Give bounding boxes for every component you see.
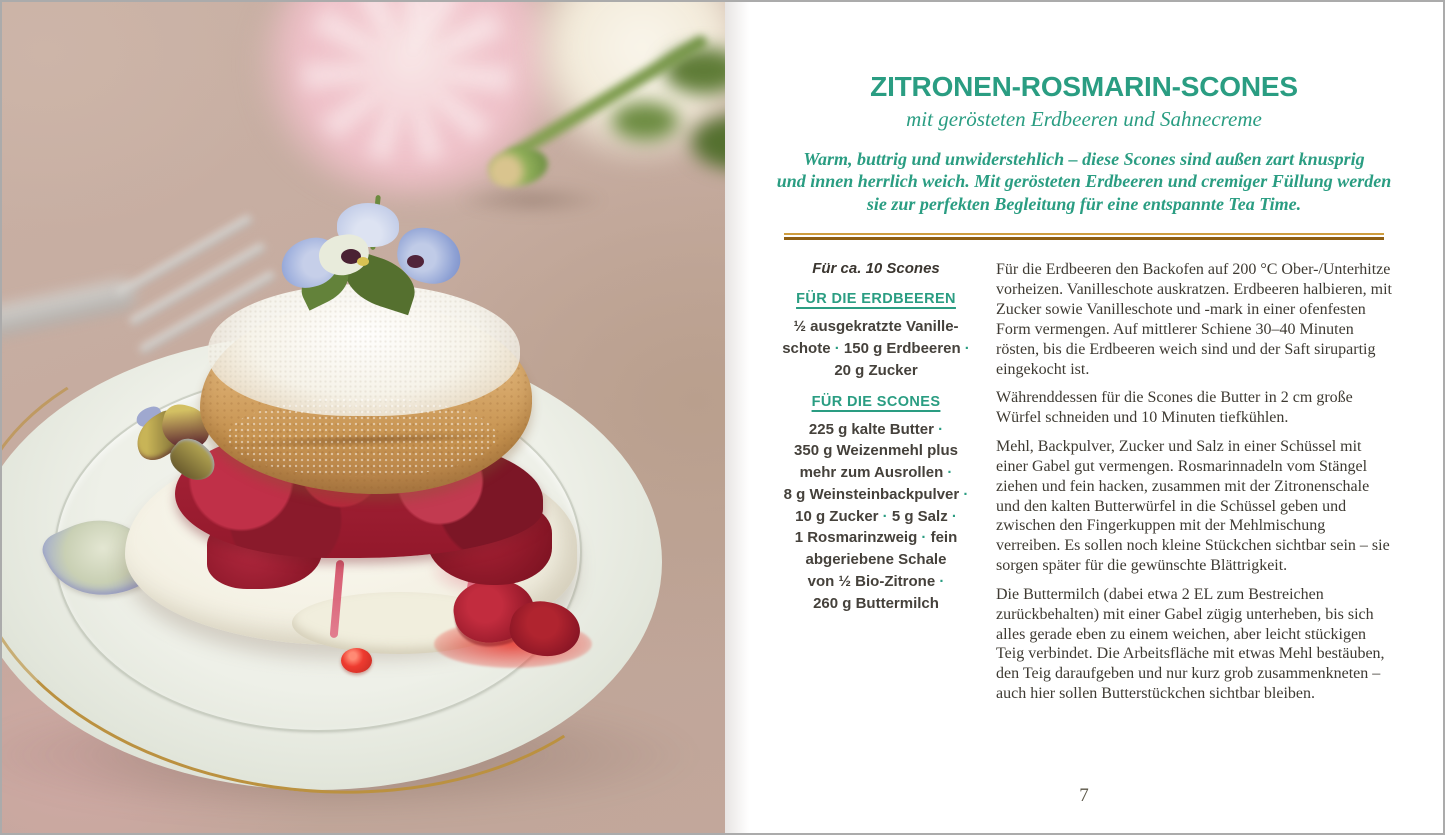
divider-line-dark: [784, 237, 1384, 240]
recipe-intro: Warm, buttrig und unwiderstehlich – diese Scones sind außen zart knusprig und innen herrlich weich. Mit gerösteten Erdbeeren und cremiger Füllung werden sie zur perfekten Begleitung für eine entspannte Tea Time.: [776, 148, 1392, 214]
serving-yield: Für ca. 10 Scones: [812, 260, 940, 278]
double-rule-divider: [784, 233, 1384, 240]
ingredients-list-scones: 225 g kalte Butter · 350 g Weizenmehl plus mehr zum Ausrollen · 8 g Weinsteinbackpulver · 10 g Zucker · 5 g Salz · 1 Rosmarinzweig · fein abgeriebene Schale von ½ Bio-Zitrone · 260 g Buttermilch: [783, 420, 969, 612]
ingredients-list-strawberries: ½ ausgekratzte Vanille- schote · 150 g Erdbeeren · 20 g Zucker: [782, 318, 970, 379]
sugar-dust-speckles: [227, 397, 497, 477]
recipe-page: [725, 2, 1443, 833]
page-number: 7: [1079, 785, 1089, 806]
pansy-garnish: [285, 207, 470, 322]
instruction-paragraph: Die Buttermilch (dabei etwa 2 EL zum Bestreichen zurückbehalten) mit einer Gabel zügig unterheben, bis sich alles gerade eben zu einem weichen, aber leicht stückigen Teig verbindet. Die Arbeitsfläche mit etwas Mehl bestäuben, den Teig daraufgeben und nur kurz grob zusammenkneten – auch hier sollen Butterstückchen sichtbar bleiben.: [996, 585, 1385, 703]
food-photo: [2, 2, 725, 833]
fork-handle: [2, 278, 138, 341]
bud-shadow: [457, 184, 607, 216]
instruction-paragraph: Mehl, Backpulver, Zucker und Salz in einer Schüssel mit einer Gabel gut vermengen. Rosmarinnadeln vom Stängel ziehen und fein hacken, zusammen mit der Zitronenschale und den kalten Butterwürfel in die Schüssel geben und zwischen den Fingerkuppen mit der Mehlmischung verreiben. Es sollen noch kleine Stückchen sichtbar sein – sie sorgen später für die gewünschte Blättrigkeit.: [996, 438, 1390, 575]
recipe-body: [725, 260, 1443, 712]
ingredients-heading-scones: FÜR DIE SCONES: [811, 393, 941, 410]
pansy-center: [407, 255, 424, 268]
syrup-drop: [341, 648, 372, 673]
instruction-paragraph: Für die Erdbeeren den Backofen auf 200 °C Ober-/Unterhitze vorheizen. Vanilleschote auskratzen. Erdbeeren halbieren, mit Zucker sowie Vanilleschote und -mark in einer ofenfesten Form vermengen. Auf mittlerer Schiene 30–40 Minuten rösten, bis die Erdbeeren weich sind und der Saft sirupartig eingekocht ist.: [996, 261, 1392, 378]
ingredients-column: [782, 260, 970, 712]
instruction-paragraph: Währenddessen für die Scones die Butter in 2 cm große Würfel schneiden und 10 Minuten tiefkühlen.: [996, 389, 1353, 427]
recipe-subtitle: mit gerösteten Erdbeeren und Sahnecreme: [906, 106, 1262, 131]
pansy-center-accent: [357, 257, 369, 266]
divider-line-light: [784, 233, 1384, 235]
ingredients-heading-strawberries: FÜR DIE ERDBEEREN: [796, 291, 956, 308]
recipe-title: ZITRONEN-ROSMARIN-SCONES: [870, 71, 1298, 102]
instructions-column: [996, 260, 1393, 712]
